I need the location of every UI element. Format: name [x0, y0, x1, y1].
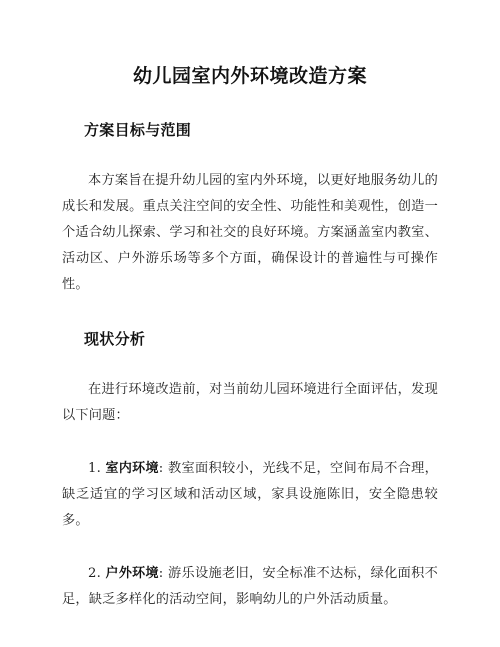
- paragraph-goals: 本方案旨在提升幼儿园的室内外环境，以更好地服务幼儿的成长和发展。重点关注空间的安全性、功能性和美观性，创造一个适合幼儿探索、学习和社交的良好环境。方案涵盖室内教室、活动区、户外游乐场等多个方面，确保设计的普遍性与可操作性。: [62, 173, 438, 292]
- list-item-text: : 游乐设施老旧，安全标准不达标，绿化面积不足，缺乏多样化的活动空间，影响幼儿的户外活动质量。: [62, 566, 438, 607]
- list-item-label: 户外环境: [105, 566, 159, 581]
- list-item-number: 1.: [88, 461, 106, 476]
- list-item-outdoor: [62, 561, 438, 613]
- section-heading-goals: 方案目标与范围: [84, 121, 192, 139]
- paragraph-analysis-intro: 在进行环境改造前，对当前幼儿园环境进行全面评估，发现以下问题：: [62, 382, 438, 423]
- list-item-label: 室内环境: [105, 461, 159, 476]
- section-heading-analysis: 现状分析: [84, 330, 146, 348]
- list-item-number: 2.: [88, 566, 106, 581]
- list-item-indoor: [62, 456, 438, 534]
- document-title: 幼儿园室内外环境改造方案: [132, 65, 367, 87]
- list-item-text: : 教室面积较小，光线不足，空间布局不合理，缺乏适宜的学习区域和活动区域，家具设施陈旧，安全隐患较多。: [62, 461, 438, 528]
